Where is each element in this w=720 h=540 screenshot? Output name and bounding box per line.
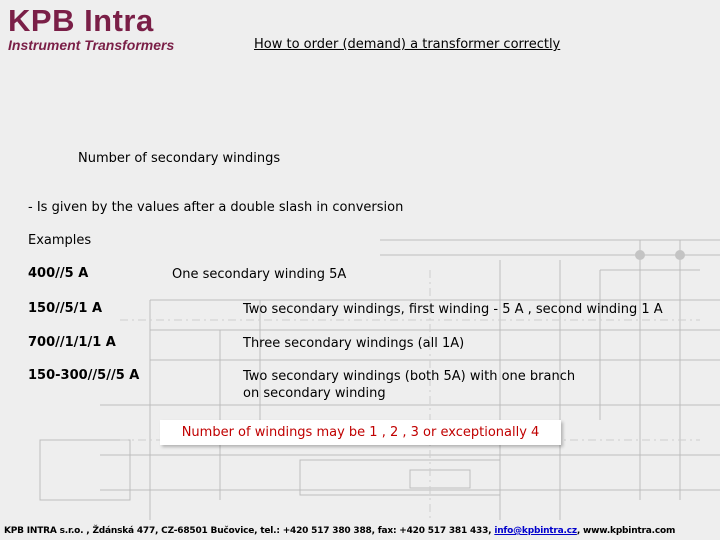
logo-tagline: Instrument Transformers <box>8 37 175 53</box>
company-logo <box>8 4 174 52</box>
example-code: 150-300//5//5 A <box>28 368 140 383</box>
example-code: 150//5/1 A <box>28 301 103 316</box>
example-description: Two secondary windings, first winding - 5 A , second winding 1 A <box>243 302 663 317</box>
footer-separator: , <box>576 526 584 536</box>
footer-contact <box>4 526 675 536</box>
section-title: Number of secondary windings <box>78 151 281 166</box>
example-code: 400//5 A <box>28 266 89 281</box>
footer-email-link[interactable]: info@kpbintra.cz <box>494 526 577 536</box>
note-box <box>160 420 561 445</box>
footer-website[interactable]: www.kpbintra.com <box>583 526 676 536</box>
page-heading: How to order (demand) a transformer correctly <box>254 37 561 52</box>
note-text: Number of windings may be 1 , 2 , 3 or exceptionally 4 <box>181 425 540 440</box>
intro-text: - Is given by the values after a double slash in conversion <box>28 200 404 215</box>
example-description: One secondary winding 5A <box>172 267 347 282</box>
example-code: 700//1/1/1 A <box>28 335 116 350</box>
logo-name: KPB Intra <box>8 3 154 38</box>
examples-label: Examples <box>28 233 92 248</box>
example-description: Two secondary windings (both 5A) with one branch <box>243 369 576 384</box>
example-description: Three secondary windings (all 1A) <box>243 336 465 351</box>
footer-company: KPB INTRA s.r.o. , Ždánská 477, CZ-68501 Bučovice, tel.: +420 517 380 388, fax: +420 517 381 433, <box>4 526 495 536</box>
example-description-continued: on secondary winding <box>243 386 386 401</box>
